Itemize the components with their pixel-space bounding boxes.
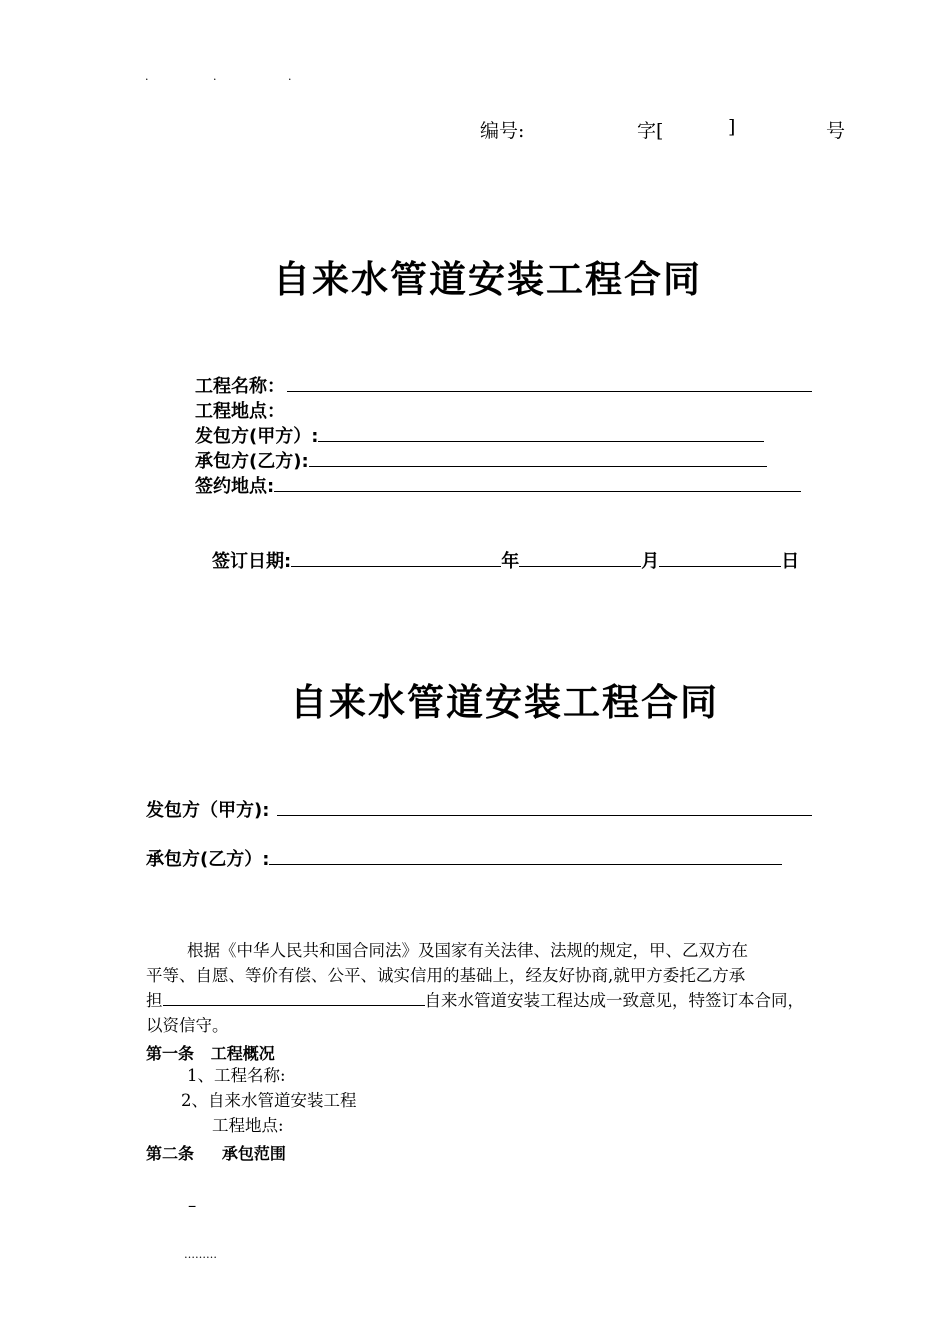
project-location-label: 工程地点：	[195, 401, 285, 422]
bracket-close: ]	[728, 116, 736, 138]
party-b-line	[309, 448, 767, 467]
project-name-field	[195, 372, 812, 398]
dot: .	[213, 70, 217, 83]
party-a-label: 发包方(甲方）:	[195, 426, 319, 447]
hao-label: 号	[826, 120, 846, 142]
article-1-item-2-location: 工程地点:	[212, 1116, 284, 1135]
contract-party-a-line	[277, 797, 812, 816]
day-label: 日	[781, 551, 800, 572]
party-a-line	[318, 423, 764, 442]
party-a-field	[195, 422, 764, 448]
intro-line-4: 以资信守。	[146, 1016, 229, 1035]
article-1-title: 第一条 工程概况	[146, 1044, 275, 1063]
contract-party-a-label: 发包方（甲方):	[146, 800, 270, 821]
project-location-field	[195, 397, 285, 423]
project-name-line	[287, 373, 812, 392]
intro-line-3a: 担	[146, 991, 163, 1010]
project-name-label: 工程名称：	[195, 376, 285, 397]
sign-location-line	[274, 473, 801, 492]
article-1-item-2: 2、自来水管道安装工程	[181, 1091, 357, 1110]
sign-date-field	[212, 547, 799, 573]
party-b-field	[195, 447, 767, 473]
month-label: 月	[641, 551, 660, 572]
code-label: 编号:	[480, 120, 525, 142]
ellipsis-mark: ………	[184, 1248, 217, 1261]
sign-location-label: 签约地点:	[195, 476, 275, 497]
year-label: 年	[501, 551, 520, 572]
intro-line-3	[146, 988, 804, 1013]
dot: .	[288, 70, 292, 83]
contract-party-b-line	[269, 846, 782, 865]
dot: .	[145, 70, 149, 83]
intro-line-3b: 自来水管道安装工程达成一致意见，特签订本合同，	[424, 991, 804, 1010]
sign-location-field	[195, 472, 801, 498]
sign-date-label: 签订日期:	[212, 551, 292, 572]
month-line	[519, 548, 641, 567]
cover-title: 自来水管道安装工程合同	[273, 258, 702, 301]
year-line	[291, 548, 501, 567]
contract-title: 自来水管道安装工程合同	[290, 681, 719, 724]
party-b-label: 承包方(乙方):	[195, 451, 309, 472]
contract-party-a	[146, 796, 812, 822]
dash-mark: –	[188, 1196, 197, 1215]
contract-party-b	[146, 845, 782, 871]
project-blank-line	[163, 988, 425, 1006]
intro-line-2: 平等、自愿、等价有偿、公平、诚实信用的基础上，经友好协商,就甲方委托乙方承	[146, 966, 746, 985]
article-1-item-1: 1、工程名称:	[187, 1066, 286, 1085]
day-line	[659, 548, 781, 567]
zi-label: 字[	[637, 120, 664, 142]
intro-line-1: 根据《中华人民共和国合同法》及国家有关法律、法规的规定，甲、乙双方在	[187, 941, 748, 960]
article-2-title: 第二条 承包范围	[146, 1144, 286, 1163]
contract-party-b-label: 承包方(乙方）:	[146, 849, 270, 870]
